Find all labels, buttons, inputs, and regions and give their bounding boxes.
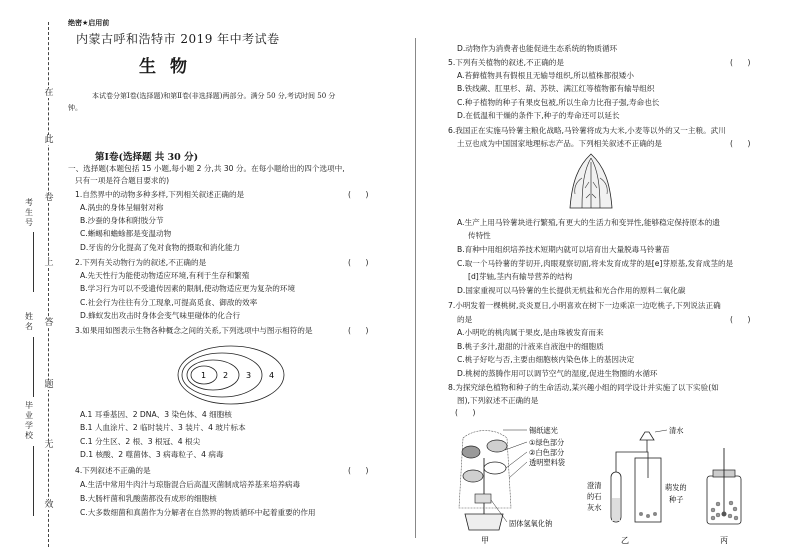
q8-stem-line1: 8.为探究绿色植物和种子的生命活动,某兴趣小组的同学设计并实施了以下实验(如: [448, 383, 719, 392]
label-stone: 的石: [587, 492, 602, 501]
exam-number-field[interactable]: [33, 232, 35, 292]
q6-option-c-line1: C.取一个马铃薯的芽切开,肉眼观察切面,将未发育成芽的是[e]芽原基,发育成茎的是: [457, 259, 734, 268]
q1-stem: 1.自然界中的动物多种多样,下列相关叙述正确的是: [75, 190, 245, 199]
q8-answer-paren[interactable]: ( ): [455, 408, 476, 417]
q2-option-c: C.社会行为往往有分工现象,可提高觅食、御敌的效率: [80, 298, 258, 307]
school-label: 毕业学校: [25, 401, 33, 440]
q1-answer-paren[interactable]: ( ): [348, 190, 369, 199]
q3-answer-paren[interactable]: ( ): [348, 326, 369, 335]
q5-option-a: A.苔藓植物具有假根且无输导组织,所以植株都很矮小: [457, 71, 634, 80]
binding-dashed-line: [48, 22, 49, 547]
q8-stem-line2: 图),下列叙述不正确的是: [457, 396, 539, 405]
margin-char-xiao: 效: [44, 500, 54, 510]
label-naoh: 固体氢氧化钠: [509, 519, 553, 528]
q4-option-d: D.动物作为消费者也能促进生态系统的物质循环: [457, 44, 618, 53]
margin-char-zai: 在: [44, 88, 54, 98]
column-divider: [415, 38, 416, 538]
q8-experiment-figure: [455, 418, 755, 546]
q6-answer-paren[interactable]: ( ): [730, 139, 751, 148]
caption-yi: 乙: [621, 536, 629, 545]
margin-char-ti: 题: [44, 380, 54, 390]
margin-char-da: 答: [44, 318, 54, 328]
q4-stem: 4.下列叙述不正确的是: [75, 466, 151, 475]
intro-line-1: 本试卷分第Ⅰ卷(选择题)和第Ⅱ卷(非选择题)两部分。满分 50 分,考试时间 50 分: [92, 92, 336, 100]
school-field[interactable]: [33, 446, 35, 516]
q5-option-d: D.在低温和干燥的条件下,种子的寿命还可以延长: [457, 111, 620, 120]
q3-option-d: D.1 核酸、2 噬菌体、3 病毒粒子、4 病毒: [80, 450, 224, 459]
q6-stem-line1: 6.我国正在实施马铃薯主粮化战略,马铃薯将成为大米,小麦等以外的又一主粮。武川: [448, 126, 726, 135]
q2-stem: 2.下列有关动物行为的叙述,不正确的是: [75, 258, 207, 267]
q3-option-a: A.1 耳垂基因、2 DNA、3 染色体、4 细胞核: [80, 410, 232, 419]
q5-answer-paren[interactable]: ( ): [730, 58, 751, 67]
q7-option-d: D.桃树的蒸腾作用可以调节空气的湿度,促进生物圈的水循环: [457, 369, 658, 378]
exam-title: 内蒙古呼和浩特市 2019 年中考试卷: [76, 32, 280, 46]
exam-number-label: 考生号: [25, 198, 33, 227]
label-foil: 锡纸遮光: [529, 426, 558, 435]
q6-potato-bud-figure: [558, 152, 624, 212]
q2-option-b: B.学习行为可以不受遗传因素的限制,使动物适应更为复杂的环境: [80, 284, 296, 293]
binding-margin: [0, 0, 58, 560]
part1-instruction-2: 只有一项是符合题目要求的): [75, 176, 170, 185]
label-sprouting: 萌发的: [665, 483, 687, 492]
q4-option-b: B.大肠杆菌和乳酸菌都没有成形的细胞核: [80, 494, 217, 503]
q7-stem-line1: 7.小明发着一棵桃树,炎炎夏日,小明喜欢在树下一边乘凉一边吃桃子,下列说法正确: [448, 301, 721, 310]
q7-stem-line2: 的是: [457, 315, 473, 324]
q7-option-c: C.桃子好吃与否,主要由细胞核内染色体上的基因决定: [457, 355, 635, 364]
q3-option-b: B.1 人血涂片、2 临时装片、3 装片、4 玻片标本: [80, 423, 246, 432]
label-green-part: ①绿色部分: [529, 438, 565, 447]
q5-stem: 5.下列有关植物的叙述,不正确的是: [448, 58, 564, 67]
q3-nested-ellipses-figure: [176, 342, 286, 406]
q1-option-c: C.蜥蜴和蟾蜍都是变温动物: [80, 229, 172, 238]
subject-title: 生物: [139, 57, 201, 77]
q6-option-b: B.育种中用组织培养技术短期内就可以培育出大量脱毒马铃薯苗: [457, 245, 670, 254]
part1-heading: 第Ⅰ卷(选择题 共 30 分): [95, 152, 199, 163]
q4-answer-paren[interactable]: ( ): [348, 466, 369, 475]
q6-option-d: D.国家重视可以马铃薯的生长提供无机盐和光合作用的原料二氧化碳: [457, 286, 686, 295]
ellipse-label-3: 3: [246, 371, 252, 380]
q6-option-a-line2: 传特性: [468, 231, 491, 240]
q5-option-c: C.种子植物的种子有果皮包被,所以生命力比孢子强,寿命也长: [457, 98, 660, 107]
ellipse-label-2: 2: [223, 371, 229, 380]
q1-option-b: B.沙蚕的身体和附肢分节: [80, 216, 164, 225]
label-seeds: 种子: [669, 495, 684, 504]
q3-option-c: C.1 分生区、2 根、3 根冠、4 根尖: [80, 437, 201, 446]
setup-jia: [459, 426, 565, 545]
margin-char-wu: 无: [44, 440, 54, 450]
label-clear: 澄清: [587, 481, 602, 490]
q2-option-a: A.先天性行为能使动物适应环境,有利于生存和繁殖: [80, 271, 250, 280]
label-limewater: 灰水: [587, 503, 602, 512]
q7-answer-paren[interactable]: ( ): [730, 315, 751, 324]
setup-yi: [587, 426, 687, 545]
q6-stem-line2: 土豆也成为中国国家地理标志产品。下列相关叙述不正确的是: [457, 139, 663, 148]
q7-option-a: A.小明吃的桃肉属于果皮,是由珠被发育而来: [457, 328, 604, 337]
margin-char-ci: 此: [44, 135, 54, 145]
margin-char-juan: 卷: [44, 193, 54, 203]
label-water: 清水: [669, 426, 684, 435]
q2-option-d: D.蜂蚁发出攻击时身体会变气味里碰体的化合行: [80, 311, 241, 320]
q3-stem: 3.如果用如图表示生物各种概念之间的关系,下列选项中与图示相符的是: [75, 326, 313, 335]
q1-option-d: D.牙齿的分化提高了兔对食物的摄取和消化能力: [80, 243, 241, 252]
q5-option-b: B.铁线蕨、肛里杉、葫、苏铁、满江红等植物都有输导组织: [457, 84, 655, 93]
secret-label: 绝密★启用前: [68, 19, 110, 27]
q6-option-a-line1: A.生产上用马铃薯块进行繁殖,有更大的生活力和变异性,能够稳定保持原本的遗: [457, 218, 720, 227]
intro-line-2: 钟。: [68, 104, 82, 112]
ellipse-label-4: 4: [269, 371, 275, 380]
label-white-part: ②白色部分: [529, 448, 565, 457]
caption-bing: 丙: [720, 536, 728, 545]
margin-char-shang: 上: [44, 258, 54, 268]
q6-option-c-line2: [d]芽轴,茎内有输导营养的结构: [468, 272, 573, 281]
q1-option-a: A.涡虫的身体呈辐射对称: [80, 203, 164, 212]
caption-jia: 甲: [481, 536, 489, 545]
label-plastic-bag: 透明塑料袋: [529, 458, 565, 467]
name-field[interactable]: [33, 337, 35, 397]
q4-option-a: A.生活中常用牛肉汁与琼脂混合后高温灭菌制成培养基来培养病毒: [80, 480, 301, 489]
ellipse-2: [187, 360, 239, 390]
part1-instruction-1: 一、选择题(本题包括 15 小题,每小题 2 分,共 30 分。在每小题给出的四个选项中,: [68, 164, 345, 173]
setup-bing: [707, 448, 741, 545]
q4-option-c: C.大多数细菌和真菌作为分解者在自然界的物质循环中起着重要的作用: [80, 508, 316, 517]
ellipse-label-1: 1: [201, 371, 207, 380]
q2-answer-paren[interactable]: ( ): [348, 258, 369, 267]
q7-option-b: B.桃子多汁,甜甜的汁液来自液泡中的细胞质: [457, 342, 604, 351]
name-label: 姓名: [25, 312, 33, 331]
